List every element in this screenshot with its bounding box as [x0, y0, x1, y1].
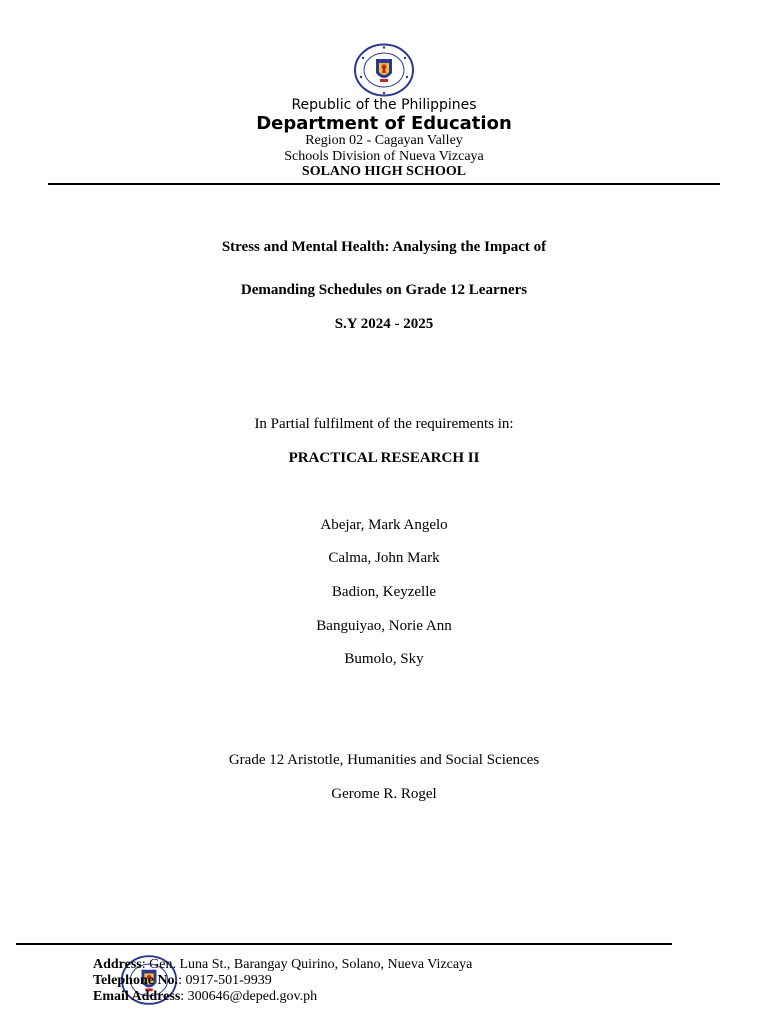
author-name: Badion, Keyzelle [331, 584, 437, 600]
phone-label: Telephone No. [93, 973, 179, 988]
author-name: Bumolo, Sky [344, 651, 424, 667]
author-name: Calma, John Mark [328, 550, 440, 566]
author-name: Abejar, Mark Angelo [320, 517, 448, 533]
grade-section: Grade 12 Aristotle, Humanities and Social Sciences [228, 752, 540, 768]
email-label: Email Address [93, 989, 181, 1004]
requirement-intro: In Partial fulfilment of the requirements in: [254, 416, 514, 432]
region-text: Region 02 - Cagayan Valley [305, 133, 463, 148]
research-title-line-1: Stress and Mental Health: Analysing the Impact of [221, 239, 547, 255]
header-divider [48, 183, 720, 185]
author-name: Banguiyao, Norie Ann [316, 618, 452, 634]
address-value: : Gen. Luna St., Barangay Quirino, Solano, Nueva Vizcaya [141, 957, 473, 972]
department-heading: Department of Education [256, 113, 512, 134]
address-label: Address [93, 957, 142, 972]
republic-heading: Republic of the Philippines [291, 97, 477, 113]
research-title-line-2: Demanding Schedules on Grade 12 Learners [240, 282, 528, 298]
deped-seal-logo [353, 43, 415, 97]
footer-divider [16, 943, 672, 945]
email-line [93, 989, 472, 1005]
footer-contact [93, 957, 472, 1005]
school-name: SOLANO HIGH SCHOOL [301, 164, 467, 179]
phone-value: : 0917-501-9939 [178, 973, 272, 988]
phone-line [93, 973, 472, 989]
adviser-name: Gerome R. Rogel [331, 786, 437, 802]
email-value: : 300646@deped.gov.ph [180, 989, 318, 1004]
division-text: Schools Division of Nueva Vizcaya [284, 149, 484, 164]
school-year: S.Y 2024 - 2025 [334, 316, 434, 332]
address-line [93, 957, 472, 973]
subject-name: PRACTICAL RESEARCH II [288, 450, 480, 466]
